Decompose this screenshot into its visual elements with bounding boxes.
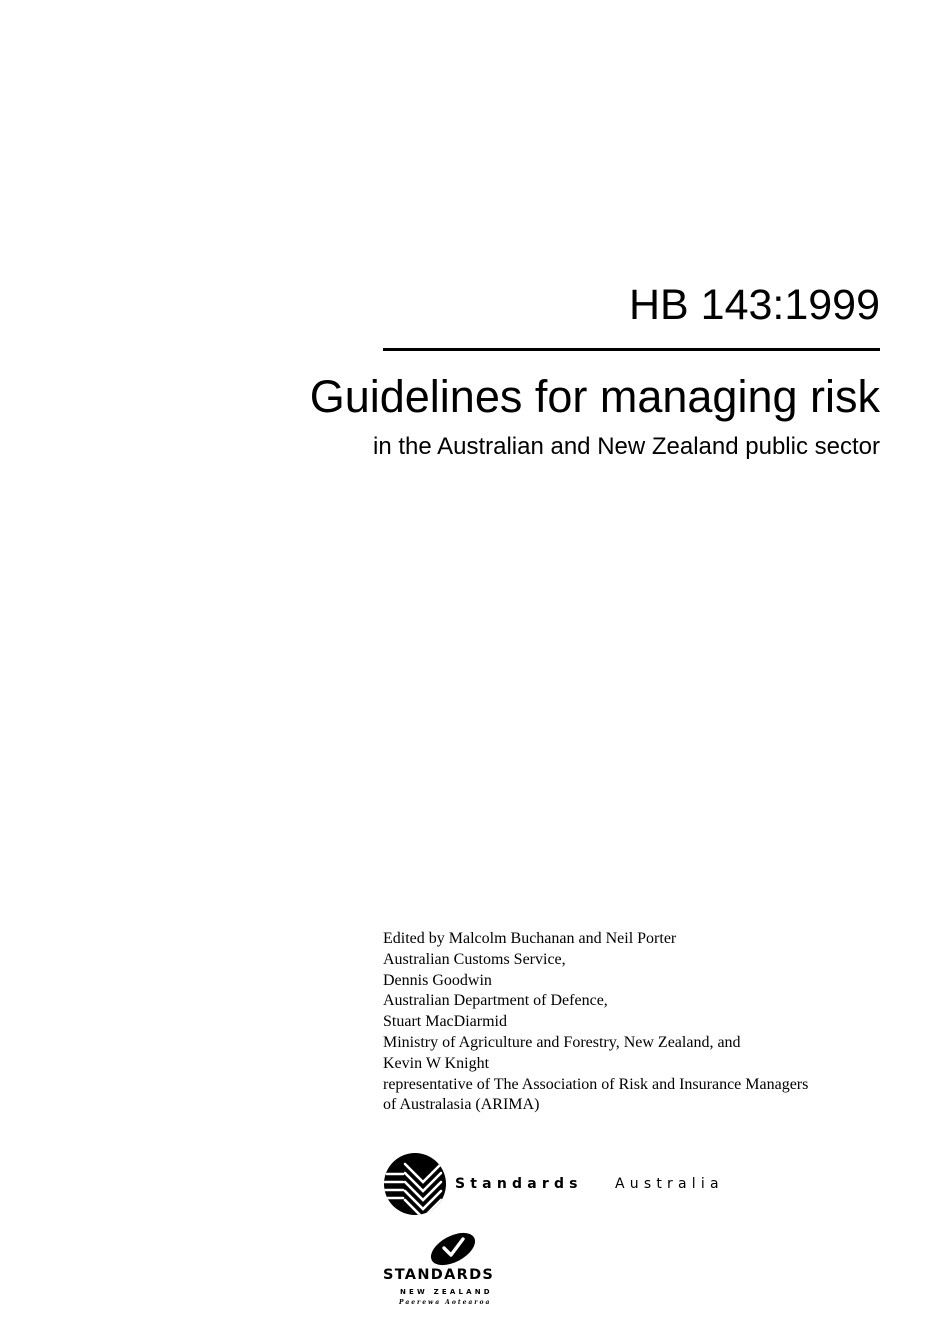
standards-new-zealand-wordmark: STANDARDS: [383, 1267, 495, 1283]
credit-line: Australian Department of Defence,: [383, 992, 608, 1010]
credit-line: Kevin W Knight: [383, 1054, 490, 1072]
standards-australia-emblem-icon: [383, 1152, 447, 1216]
standards-australia-wordmark-light: Australia: [615, 1176, 724, 1192]
standards-new-zealand-maori-name: Paerewa Aotearoa: [399, 1299, 492, 1306]
title-rule: [383, 348, 880, 351]
credit-line: representative of The Association of Risk and Insurance Managers: [383, 1075, 809, 1093]
credit-line: Stuart MacDiarmid: [383, 1013, 507, 1031]
credit-line: Dennis Goodwin: [383, 971, 492, 989]
editors-credits: [383, 929, 808, 1116]
credit-line: of Australasia (ARIMA): [383, 1096, 540, 1114]
credit-line: Edited by Malcolm Buchanan and Neil Porter: [383, 930, 677, 947]
standards-australia-wordmark-bold: Standards: [455, 1176, 583, 1192]
document-title: Guidelines for managing risk: [309, 371, 880, 422]
standards-new-zealand-country: NEW ZEALAND: [400, 1288, 493, 1296]
credit-line: Ministry of Agriculture and Forestry, New Zealand, and: [383, 1033, 741, 1051]
standards-new-zealand-emblem-icon: [427, 1232, 479, 1266]
standards-new-zealand-logo: [383, 1232, 523, 1310]
document-subtitle: in the Australian and New Zealand public sector: [373, 433, 880, 460]
document-number: HB 143:1999: [628, 281, 880, 329]
standards-australia-logo: [383, 1152, 783, 1218]
credit-line: Australian Customs Service,: [383, 950, 566, 968]
